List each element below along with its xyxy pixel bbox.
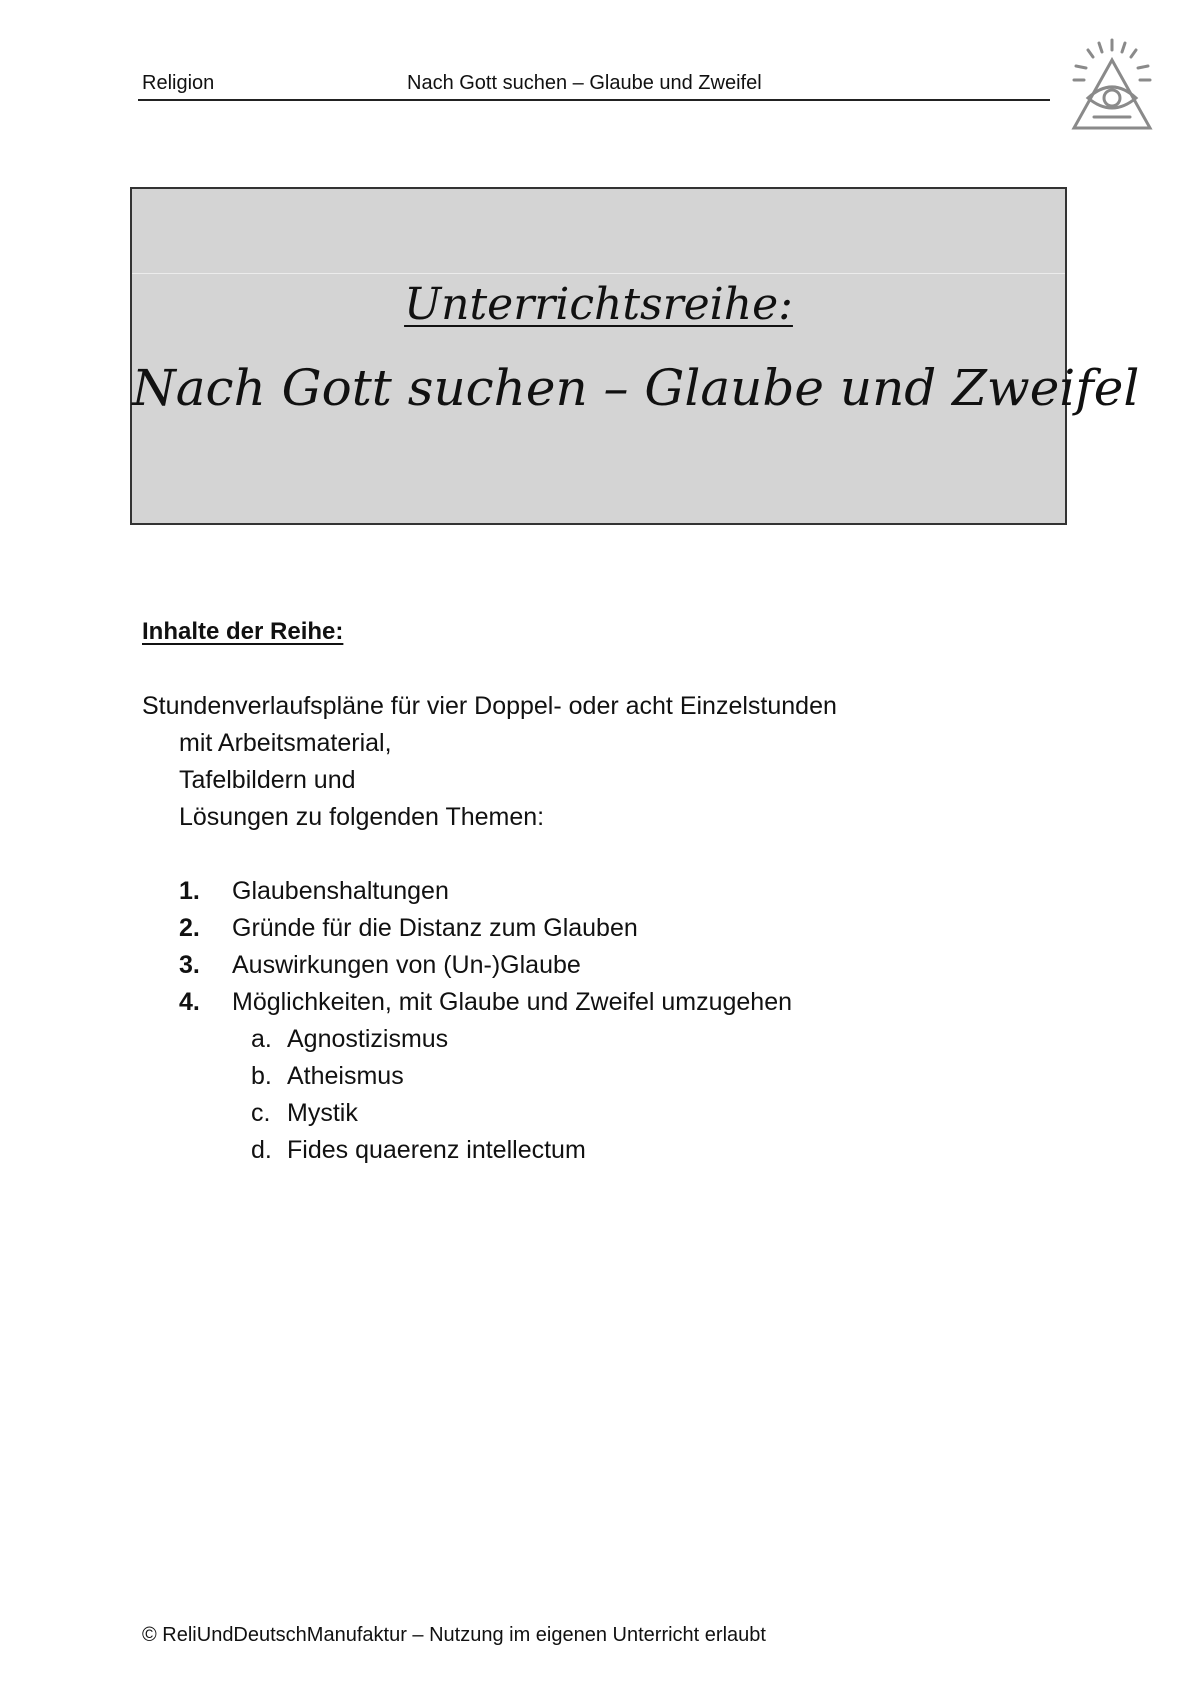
topic-text: Möglichkeiten, mit Glaube und Zweifel umzugehen [232,988,793,1016]
intro-line: Stundenverlaufspläne für vier Doppel- oder acht Einzelstunden [142,692,837,720]
topic-number: 2. [179,914,200,942]
header-title: Nach Gott suchen – Glaube und Zweifel [407,72,762,94]
header-subject: Religion [142,72,215,94]
section-heading: Inhalte der Reihe: [142,618,344,645]
sub-line: mit Arbeitsmaterial, [179,729,392,757]
sub-line: Tafelbildern und [179,766,356,794]
topic-number: 4. [179,988,200,1016]
subtopic-text: Fides quaerenz intellectum [287,1136,586,1164]
subtopic-text: Mystik [287,1099,358,1127]
subtopic-letter: c. [251,1099,271,1127]
footer-copyright: © ReliUndDeutschManufaktur – Nutzung im eigenen Unterricht erlaubt [142,1624,766,1646]
subtopic-letter: d. [251,1136,272,1164]
title-band-line [132,273,1065,274]
title-line-2: Nach Gott suchen – Glaube und Zweifel [132,359,1140,417]
header-rule [138,99,1050,101]
subtopic-text: Atheismus [287,1062,404,1090]
title-line-1: Unterrichtsreihe: [404,279,793,330]
subtopic-letter: b. [251,1062,272,1090]
eye-in-triangle-icon [1062,38,1162,133]
sub-line: Lösungen zu folgenden Themen: [179,803,545,831]
topic-text: Glaubenshaltungen [232,877,449,905]
topic-number: 1. [179,877,200,905]
subtopic-text: Agnostizismus [287,1025,449,1053]
subtopic-letter: a. [251,1025,272,1053]
topic-text: Gründe für die Distanz zum Glauben [232,914,638,942]
topic-text: Auswirkungen von (Un-)Glaube [232,951,581,979]
topic-number: 3. [179,951,200,979]
title-box [130,187,1140,525]
